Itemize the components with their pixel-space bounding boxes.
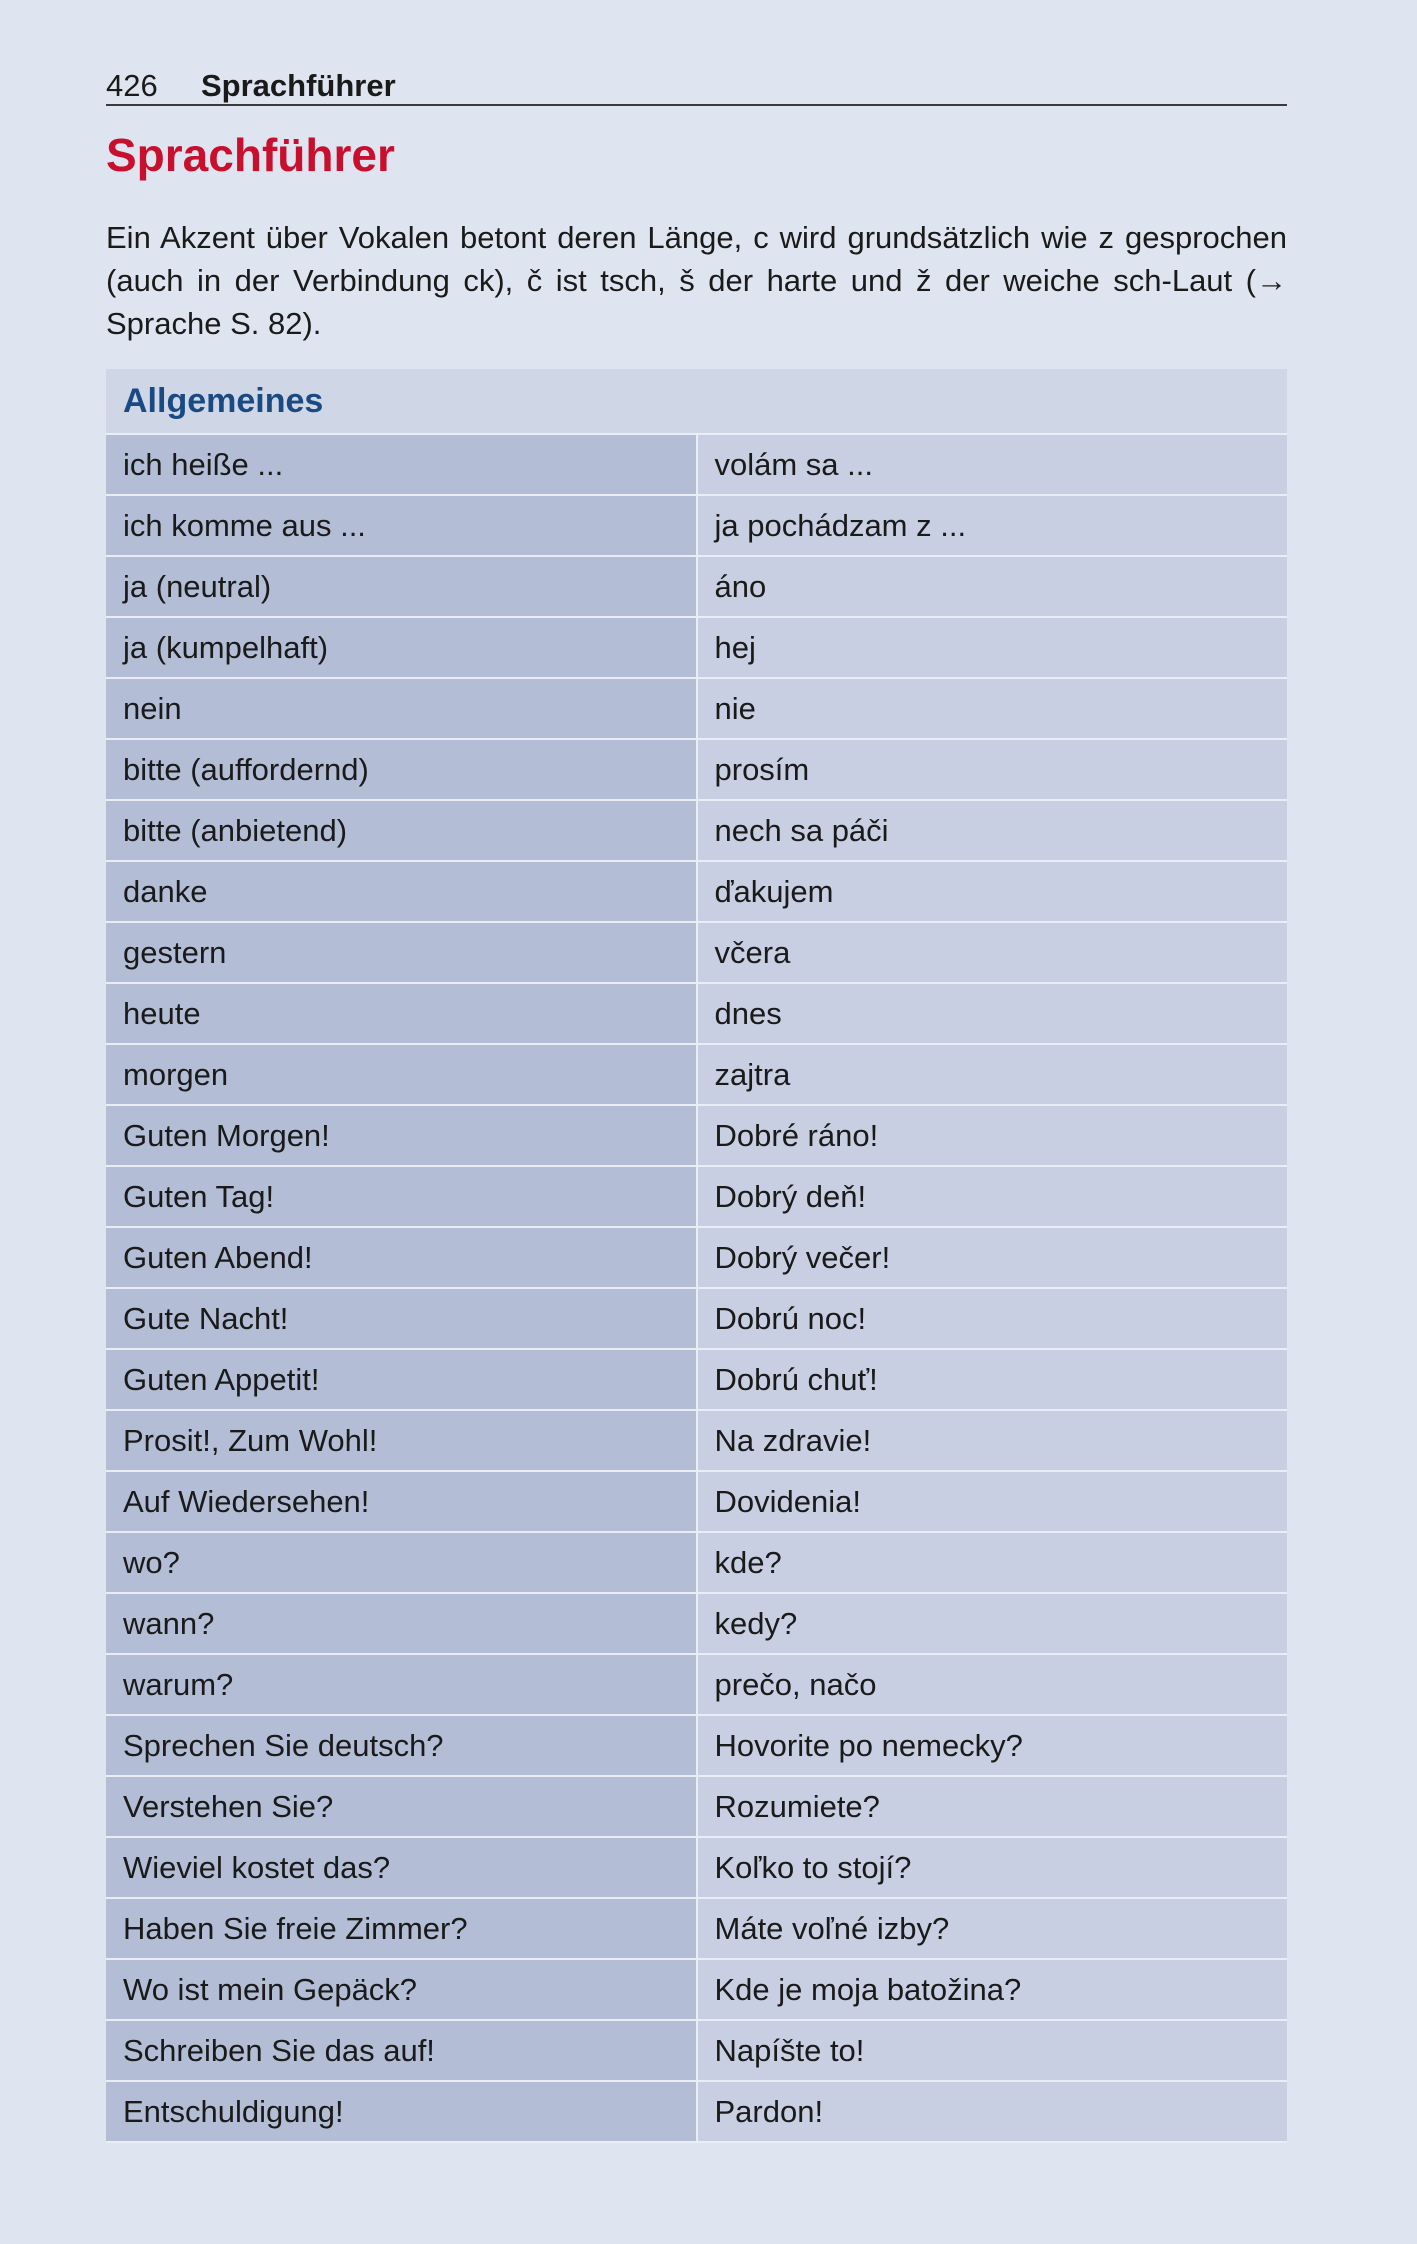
slovak-phrase: nie (697, 678, 1288, 739)
table-row (106, 434, 1287, 495)
table-row (106, 1349, 1287, 1410)
running-header (106, 62, 1287, 106)
slovak-phrase: hej (697, 617, 1288, 678)
table-row (106, 1105, 1287, 1166)
german-phrase: ja (kumpelhaft) (106, 617, 697, 678)
table-row (106, 800, 1287, 861)
german-phrase: nein (106, 678, 697, 739)
german-phrase: Guten Tag! (106, 1166, 697, 1227)
table-row (106, 495, 1287, 556)
slovak-phrase: Dobrý večer! (697, 1227, 1288, 1288)
german-phrase: bitte (auffordernd) (106, 739, 697, 800)
slovak-phrase: ja pochádzam z ... (697, 495, 1288, 556)
slovak-phrase: Dobrú noc! (697, 1288, 1288, 1349)
table-row (106, 678, 1287, 739)
table-row (106, 1959, 1287, 2020)
table-row (106, 1166, 1287, 1227)
german-phrase: morgen (106, 1044, 697, 1105)
german-phrase: Wo ist mein Gepäck? (106, 1959, 697, 2020)
german-phrase: heute (106, 983, 697, 1044)
german-phrase: bitte (anbietend) (106, 800, 697, 861)
german-phrase: Auf Wiedersehen! (106, 1471, 697, 1532)
german-phrase: Prosit!, Zum Wohl! (106, 1410, 697, 1471)
slovak-phrase: Pardon! (697, 2081, 1288, 2142)
slovak-phrase: Dovidenia! (697, 1471, 1288, 1532)
slovak-phrase: Na zdravie! (697, 1410, 1288, 1471)
table-row (106, 1593, 1287, 1654)
table-row (106, 739, 1287, 800)
table-row (106, 1654, 1287, 1715)
table-row (106, 1227, 1287, 1288)
german-phrase: ich heiße ... (106, 434, 697, 495)
slovak-phrase: Koľko to stojí? (697, 1837, 1288, 1898)
slovak-phrase: volám sa ... (697, 434, 1288, 495)
german-phrase: Haben Sie freie Zimmer? (106, 1898, 697, 1959)
german-phrase: Guten Appetit! (106, 1349, 697, 1410)
german-phrase: Wieviel kostet das? (106, 1837, 697, 1898)
slovak-phrase: Máte voľné izby? (697, 1898, 1288, 1959)
german-phrase: ich komme aus ... (106, 495, 697, 556)
table-row (106, 2020, 1287, 2081)
slovak-phrase: Kde je moja batožina? (697, 1959, 1288, 2020)
table-row (106, 1288, 1287, 1349)
table-row (106, 861, 1287, 922)
german-phrase: gestern (106, 922, 697, 983)
slovak-phrase: prečo, načo (697, 1654, 1288, 1715)
german-phrase: Verstehen Sie? (106, 1776, 697, 1837)
slovak-phrase: prosím (697, 739, 1288, 800)
table-row (106, 617, 1287, 678)
table-heading-row (106, 369, 1287, 434)
table-row (106, 983, 1287, 1044)
phrase-table-body (106, 434, 1287, 2142)
running-title: Sprachführer (201, 68, 396, 103)
slovak-phrase: Napíšte to! (697, 2020, 1288, 2081)
german-phrase: wann? (106, 1593, 697, 1654)
table-row (106, 1776, 1287, 1837)
table-row (106, 2081, 1287, 2142)
german-phrase: wo? (106, 1532, 697, 1593)
slovak-phrase: včera (697, 922, 1288, 983)
german-phrase: Guten Abend! (106, 1227, 697, 1288)
german-phrase: Gute Nacht! (106, 1288, 697, 1349)
slovak-phrase: áno (697, 556, 1288, 617)
table-row (106, 922, 1287, 983)
slovak-phrase: Hovorite po nemecky? (697, 1715, 1288, 1776)
table-row (106, 1410, 1287, 1471)
slovak-phrase: Dobrú chuť! (697, 1349, 1288, 1410)
table-row (106, 1471, 1287, 1532)
slovak-phrase: Dobrý deň! (697, 1166, 1288, 1227)
table-row (106, 556, 1287, 617)
table-row (106, 1837, 1287, 1898)
table-row (106, 1532, 1287, 1593)
slovak-phrase: Dobré ráno! (697, 1105, 1288, 1166)
german-phrase: Schreiben Sie das auf! (106, 2020, 697, 2081)
german-phrase: ja (neutral) (106, 556, 697, 617)
slovak-phrase: nech sa páči (697, 800, 1288, 861)
table-row (106, 1044, 1287, 1105)
slovak-phrase: Rozumiete? (697, 1776, 1288, 1837)
intro-paragraph: Ein Akzent über Vokalen betont deren Länge, c wird grundsätzlich wie z gesprochen (auch in der Verbindung ck), č ist tsch, š der harte und ž der weiche sch-Laut (→ Sprache S. 82). (106, 220, 1287, 341)
german-phrase: warum? (106, 1654, 697, 1715)
section-title: Sprachführer (106, 129, 395, 181)
german-phrase: Sprechen Sie deutsch? (106, 1715, 697, 1776)
table-heading: Allgemeines (106, 369, 1287, 434)
table-row (106, 1715, 1287, 1776)
german-phrase: danke (106, 861, 697, 922)
slovak-phrase: dnes (697, 983, 1288, 1044)
phrase-table (106, 369, 1287, 2143)
slovak-phrase: kde? (697, 1532, 1288, 1593)
page-number: 426 (106, 68, 158, 103)
german-phrase: Guten Morgen! (106, 1105, 697, 1166)
table-row (106, 1898, 1287, 1959)
slovak-phrase: kedy? (697, 1593, 1288, 1654)
german-phrase: Entschuldigung! (106, 2081, 697, 2142)
slovak-phrase: zajtra (697, 1044, 1288, 1105)
slovak-phrase: ďakujem (697, 861, 1288, 922)
